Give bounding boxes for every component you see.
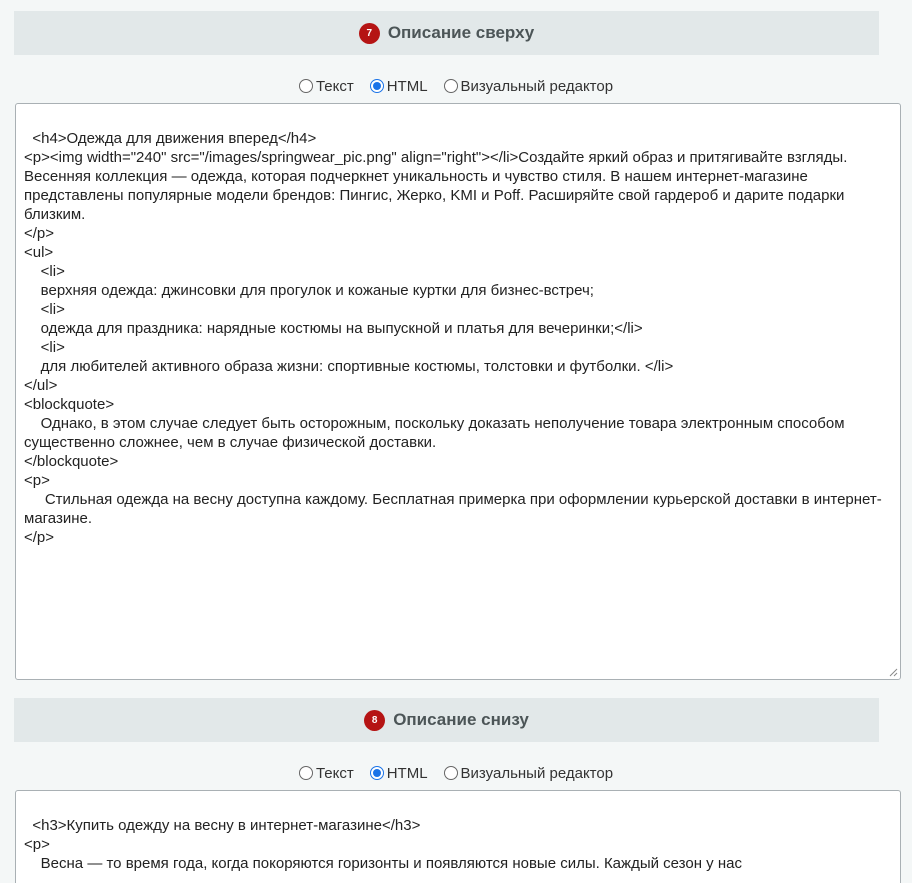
radio-option-html[interactable] (370, 78, 428, 95)
radio-label: Текст (315, 764, 354, 782)
section-header-bottom-description (14, 698, 879, 742)
radio-button[interactable] (299, 79, 313, 93)
format-radio-group (0, 762, 912, 784)
section-number-badge: 8 (364, 710, 385, 731)
radio-button[interactable] (444, 766, 458, 780)
radio-option-visual-editor[interactable] (444, 765, 614, 782)
radio-label: Текст (315, 77, 354, 95)
radio-option-text[interactable] (299, 78, 354, 95)
section-title: Описание снизу (393, 710, 529, 729)
editor-content: <h3>Купить одежду на весну в интернет-магазине</h3> <p> Весна — то время года, когда покоряются горизонты и появляются новые силы. Каждый сезон у нас (24, 817, 742, 872)
section-title: Описание сверху (387, 23, 535, 42)
radio-button[interactable] (370, 79, 384, 93)
radio-label: Визуальный редактор (460, 764, 614, 782)
editor-content: <h4>Одежда для движения вперед</h4> <p><img width="240" src="/images/springwear_pic.png" align="right"></li>Создайте яркий образ и притягивайте взгляды. Весенняя коллекция — одежда, которая подчеркнет уникальность и чувство стиля. В нашем интернет-магазине представлены популярные модели брендов: Пингис, Жерко, KMI и Poff. Расширяйте свой гардероб и дарите подарки близким. </p> <ul> <li> верхняя одежда: джинсовки для прогулок и кожаные куртки для бизнес-встреч; <li> одежда для праздника: нарядные костюмы на выпускной и платья для вечеринки;</li> <li> для любителей активного образа жизни: спортивные костюмы, толстовки и футболки. </li> </ul> <blockquote> Однако, в этом случае следует быть осторожным, поскольку доказать неполучение товара электронным способом существенно сложнее, чем в случае физической доставки. </blockquote> <p> Стильная одежда на весну доступна каждому. Бесплатная примерка при оформлении курьерской доставки в интернет-магазине. </p> (24, 130, 882, 546)
radio-label: HTML (386, 764, 428, 782)
resize-handle-icon[interactable] (888, 667, 898, 677)
radio-label: HTML (386, 77, 428, 95)
html-editor-textarea[interactable] (15, 790, 901, 883)
radio-button[interactable] (370, 766, 384, 780)
radio-option-html[interactable] (370, 765, 428, 782)
section-number-badge: 7 (359, 23, 380, 44)
format-radio-group (0, 75, 912, 97)
html-editor-textarea[interactable] (15, 103, 901, 680)
section-header-top-description (14, 11, 879, 55)
radio-button[interactable] (444, 79, 458, 93)
radio-label: Визуальный редактор (460, 77, 614, 95)
radio-option-visual-editor[interactable] (444, 78, 614, 95)
radio-button[interactable] (299, 766, 313, 780)
radio-option-text[interactable] (299, 765, 354, 782)
